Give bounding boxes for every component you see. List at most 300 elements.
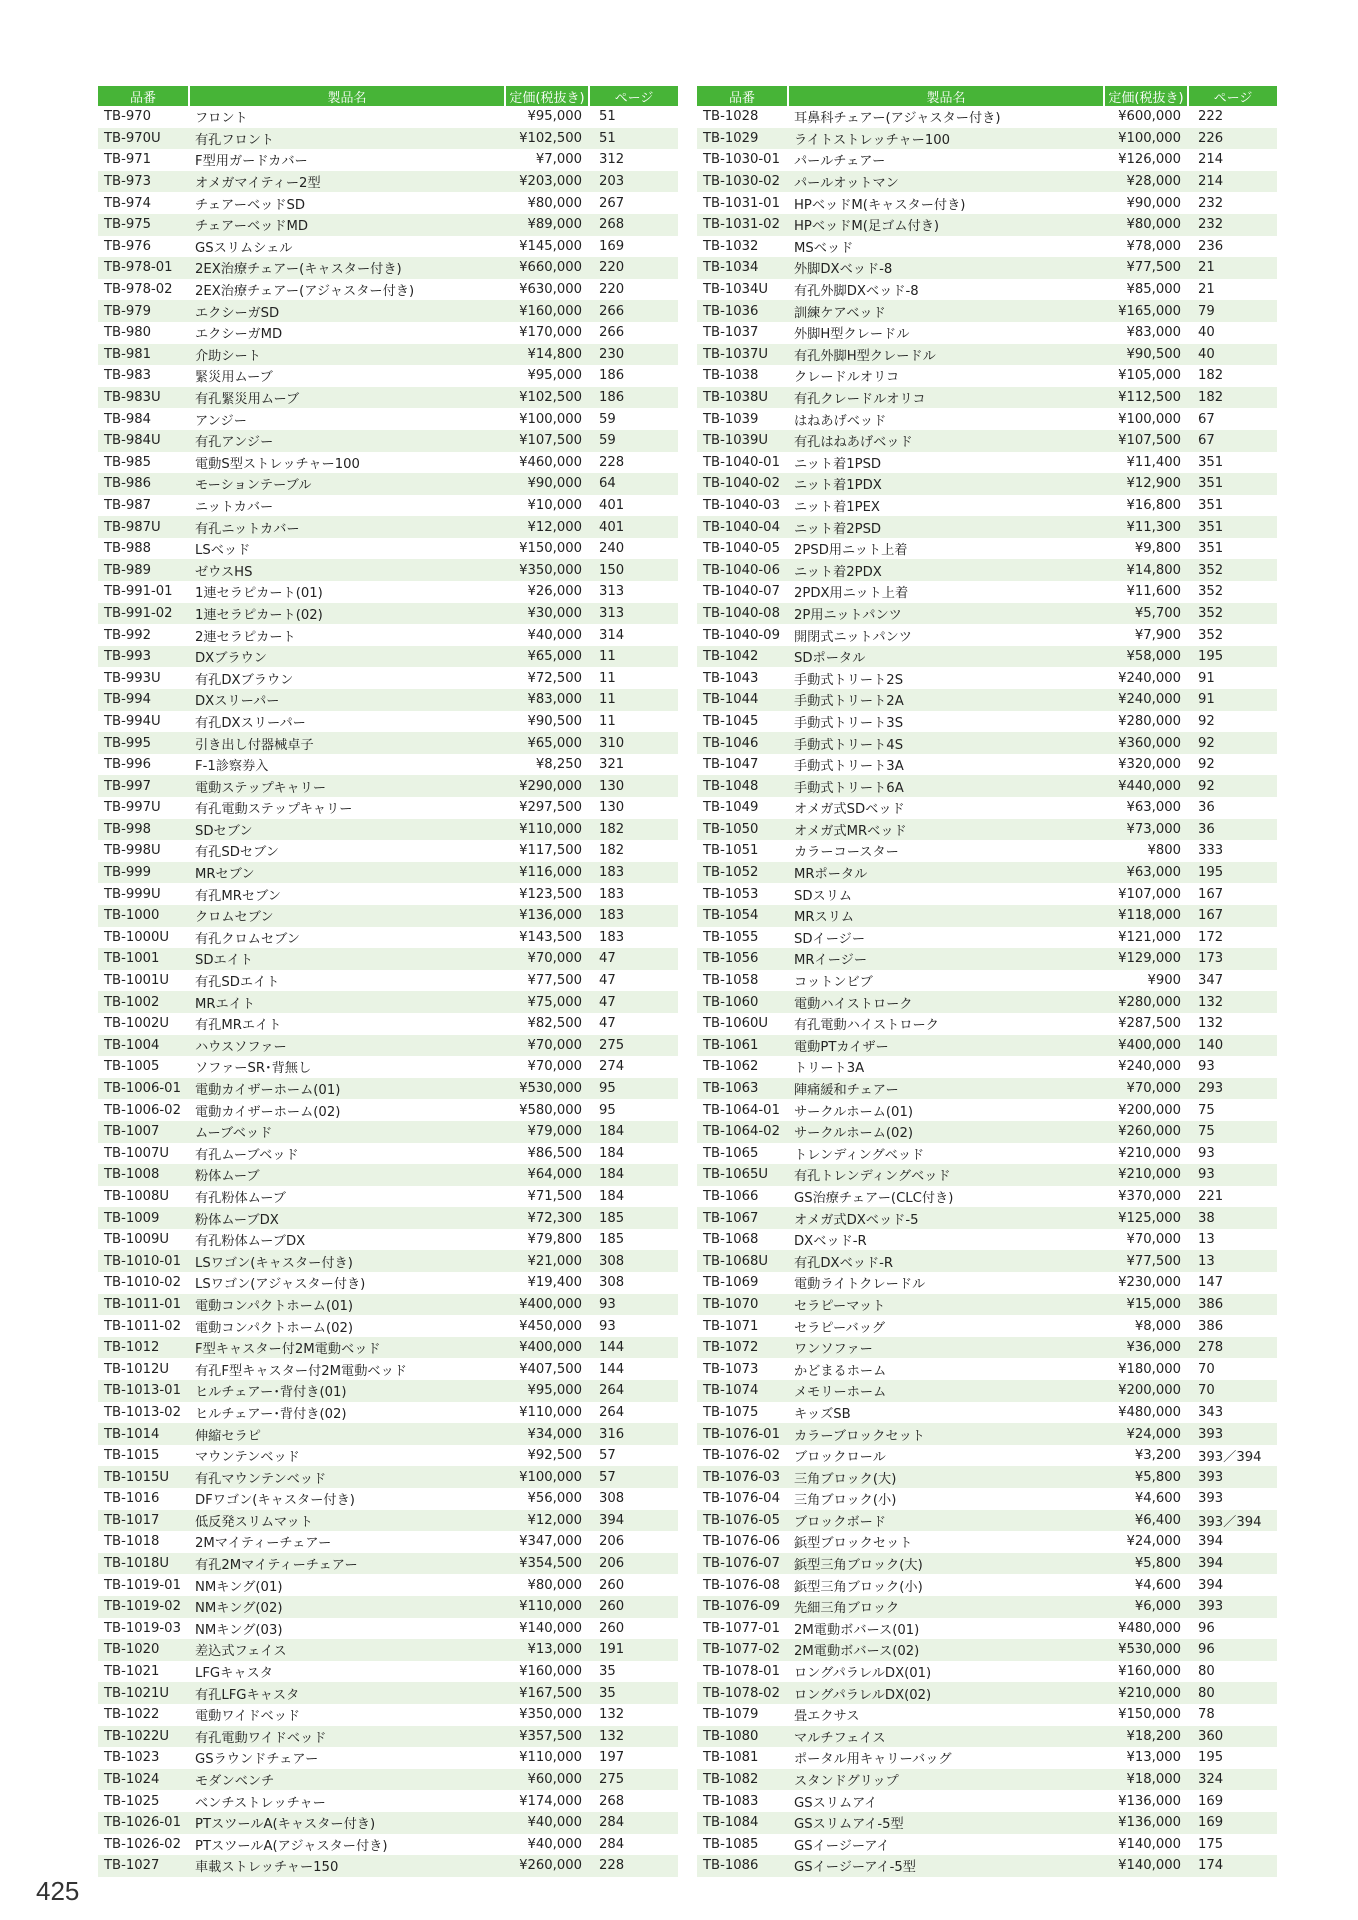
table-row <box>697 1553 1277 1575</box>
product-code: TB-1069 <box>703 1275 759 1291</box>
product-name: NMキング(02) <box>189 1596 505 1618</box>
catalog-page: 293 <box>1188 1078 1277 1100</box>
table-row <box>697 452 1277 474</box>
product-code: TB-1071 <box>703 1318 759 1334</box>
product-name: 電動ハイストローク <box>788 991 1104 1013</box>
product-name: ニット着1PDX <box>788 473 1104 495</box>
product-code: TB-987U <box>98 516 189 538</box>
catalog-page: 80 <box>1198 1664 1215 1680</box>
product-code: TB-1082 <box>697 1769 788 1791</box>
list-price: ¥4,600 <box>1134 1491 1181 1507</box>
product-code: TB-1000U <box>104 929 170 945</box>
product-code: TB-1028 <box>703 109 759 125</box>
product-code: TB-998 <box>98 819 189 841</box>
table-row <box>697 1596 1277 1618</box>
catalog-page: 226 <box>1188 128 1277 150</box>
product-code: TB-1036 <box>697 300 788 322</box>
table-row <box>697 624 1277 646</box>
product-code: TB-1081 <box>703 1750 759 1766</box>
list-price: ¥400,000 <box>505 1337 589 1359</box>
product-name: 電動ワイドベッド <box>195 1709 301 1725</box>
product-code: TB-1072 <box>697 1337 788 1359</box>
catalog-page: 183 <box>599 886 625 902</box>
product-name: セラピーバッグ <box>794 1320 886 1336</box>
table-row <box>697 1315 1277 1337</box>
table-row <box>697 883 1277 905</box>
table-row <box>98 1661 678 1683</box>
table-row <box>697 797 1277 819</box>
list-price: ¥260,000 <box>1104 1121 1188 1143</box>
table-row <box>98 1553 678 1575</box>
list-price: ¥65,000 <box>505 732 589 754</box>
catalog-page: 351 <box>1188 516 1277 538</box>
table-row <box>697 1078 1277 1100</box>
table-row <box>697 840 1277 862</box>
product-code: TB-1031-01 <box>703 195 780 211</box>
list-price: ¥407,500 <box>519 1361 582 1377</box>
table-row <box>697 1056 1277 1078</box>
product-name: 2EX治療チェアー(キャスター付き) <box>189 257 505 279</box>
table-row <box>98 408 678 430</box>
table-row <box>697 581 1277 603</box>
catalog-page: 150 <box>589 559 678 581</box>
list-price: ¥70,000 <box>505 1035 589 1057</box>
product-name: 有孔ニットカバー <box>189 516 505 538</box>
list-price: ¥15,000 <box>1104 1294 1188 1316</box>
product-name: 2P用ニットパンツ <box>788 603 1104 625</box>
list-price: ¥95,000 <box>527 368 582 384</box>
table-row <box>697 1358 1277 1380</box>
catalog-page: 184 <box>589 1164 678 1186</box>
catalog-page: 80 <box>1188 1682 1277 1704</box>
table-row <box>697 1337 1277 1359</box>
list-price: ¥105,000 <box>1118 368 1181 384</box>
table-row <box>98 862 678 884</box>
product-name: 電動コンパクトホーム(02) <box>195 1320 354 1336</box>
list-price: ¥240,000 <box>1118 1059 1181 1075</box>
list-price: ¥90,500 <box>527 713 582 729</box>
list-price: ¥24,000 <box>1104 1423 1188 1445</box>
product-name: DXベッド-R <box>794 1234 867 1250</box>
product-name: 粉体ムーブDX <box>189 1207 505 1229</box>
product-code: TB-1043 <box>703 670 759 686</box>
product-name: 有孔LFGキャスタ <box>189 1682 505 1704</box>
catalog-page: 264 <box>589 1380 678 1402</box>
product-code: TB-1002U <box>104 1016 170 1032</box>
list-price: ¥167,500 <box>505 1682 589 1704</box>
product-code: TB-984 <box>104 411 152 427</box>
catalog-page: 70 <box>1188 1380 1277 1402</box>
catalog-page: 197 <box>599 1750 625 1766</box>
product-name: GSスリムアイ-5型 <box>788 1812 1104 1834</box>
catalog-page: 132 <box>599 1707 625 1723</box>
list-price: ¥145,000 <box>519 238 582 254</box>
table-row <box>697 1790 1277 1812</box>
list-price: ¥70,000 <box>527 1059 582 1075</box>
product-name: DXスリーパー <box>189 689 505 711</box>
list-price: ¥8,000 <box>1134 1318 1181 1334</box>
catalog-page: 275 <box>589 1769 678 1791</box>
product-code: TB-1065U <box>697 1164 788 1186</box>
product-name: 有孔MRエイト <box>195 1018 282 1034</box>
table-row <box>697 1661 1277 1683</box>
table-row <box>98 1099 678 1121</box>
catalog-page: 183 <box>589 862 678 884</box>
product-name: ムーブベッド <box>189 1121 505 1143</box>
product-code: TB-975 <box>98 214 189 236</box>
product-code: TB-1011-02 <box>104 1318 181 1334</box>
catalog-page: 203 <box>589 171 678 193</box>
table-row <box>98 257 678 279</box>
product-name: 有孔DXベッド-R <box>788 1250 1104 1272</box>
product-code: TB-1009 <box>98 1207 189 1229</box>
table-row <box>697 128 1277 150</box>
header-price: 定価(税抜き) <box>505 86 589 106</box>
list-price: ¥77,500 <box>527 973 582 989</box>
table-row <box>697 1121 1277 1143</box>
catalog-page: 312 <box>599 152 625 168</box>
product-name: モダンベンチ <box>189 1769 505 1791</box>
product-name: 2EX治療チェアー(アジャスター付き) <box>195 284 415 300</box>
list-price: ¥110,000 <box>505 1596 589 1618</box>
catalog-page: 47 <box>599 973 616 989</box>
product-code: TB-997 <box>98 775 189 797</box>
catalog-page: 130 <box>589 775 678 797</box>
product-code: TB-1012 <box>98 1337 189 1359</box>
list-price: ¥6,000 <box>1104 1596 1188 1618</box>
product-name: 畳エクサス <box>794 1709 860 1725</box>
product-name: 2M電動ボバース(02) <box>788 1639 1104 1661</box>
table-row <box>697 365 1277 387</box>
table-row <box>98 1186 678 1208</box>
product-name: GSラウンドチェアー <box>195 1752 319 1768</box>
catalog-page: 35 <box>599 1664 616 1680</box>
catalog-page: 214 <box>1198 152 1224 168</box>
catalog-page: 360 <box>1188 1726 1277 1748</box>
catalog-page: 147 <box>1198 1275 1224 1291</box>
product-name: 有孔粉体ムーブDX <box>195 1234 306 1250</box>
catalog-page: 92 <box>1188 775 1277 797</box>
list-price: ¥26,000 <box>527 584 582 600</box>
table-row <box>98 1035 678 1057</box>
product-name: 電動コンパクトホーム(01) <box>189 1294 505 1316</box>
product-code: TB-986 <box>98 473 189 495</box>
product-name: マルチフェイス <box>788 1726 1104 1748</box>
product-name: LSベッド <box>195 543 251 559</box>
table-row <box>697 408 1277 430</box>
product-name: 有孔アンジー <box>189 430 505 452</box>
list-price: ¥70,000 <box>505 948 589 970</box>
catalog-page: 352 <box>1198 627 1224 643</box>
list-price: ¥150,000 <box>519 541 582 557</box>
product-code: TB-994 <box>98 689 189 711</box>
table-row <box>98 797 678 819</box>
product-code: TB-994U <box>104 713 161 729</box>
product-code: TB-984U <box>98 430 189 452</box>
catalog-page: 75 <box>1198 1102 1215 1118</box>
table-row <box>697 970 1277 992</box>
list-price: ¥112,500 <box>1104 387 1188 409</box>
product-code: TB-979 <box>98 300 189 322</box>
catalog-page: 308 <box>599 1275 625 1291</box>
table-row <box>98 1704 678 1726</box>
product-code: TB-1019-01 <box>104 1577 181 1593</box>
product-name: ロングパラレルDX(01) <box>794 1666 932 1682</box>
table-row <box>697 689 1277 711</box>
product-code: TB-976 <box>104 238 152 254</box>
list-price: ¥79,800 <box>527 1232 582 1248</box>
table-row <box>697 1229 1277 1251</box>
product-name: ベンチストレッチャー <box>195 1795 326 1811</box>
list-price: ¥126,000 <box>1118 152 1181 168</box>
catalog-page: 394 <box>1198 1577 1224 1593</box>
table-row <box>697 1488 1277 1510</box>
catalog-page: 352 <box>1188 603 1277 625</box>
product-name: ゼウスHS <box>189 559 505 581</box>
product-code: TB-987 <box>104 497 152 513</box>
list-price: ¥900 <box>1147 973 1181 989</box>
product-name: 有孔SDエイト <box>195 975 280 991</box>
catalog-page: 78 <box>1198 1707 1215 1723</box>
table-row <box>98 1380 678 1402</box>
list-price: ¥117,500 <box>519 843 582 859</box>
catalog-page: 51 <box>589 128 678 150</box>
product-code: TB-1018U <box>98 1553 189 1575</box>
catalog-page: 13 <box>1188 1250 1277 1272</box>
catalog-page: 308 <box>599 1491 625 1507</box>
catalog-page: 47 <box>599 1016 616 1032</box>
product-name: チェアーベッドSD <box>195 197 306 213</box>
product-name: パールチェアー <box>794 154 886 170</box>
list-price: ¥116,000 <box>505 862 589 884</box>
list-price: ¥95,000 <box>505 1380 589 1402</box>
table-row <box>697 1834 1277 1856</box>
product-code: TB-1032 <box>703 238 759 254</box>
product-name: エクシーガMD <box>195 327 283 343</box>
product-name: 有孔SDセブン <box>195 845 279 861</box>
catalog-page: 266 <box>599 325 625 341</box>
catalog-page: 206 <box>599 1534 625 1550</box>
list-price: ¥143,500 <box>519 929 582 945</box>
product-name: ポータル用キャリーバッグ <box>794 1752 952 1768</box>
catalog-page: 167 <box>1198 886 1224 902</box>
product-name: 有孔粉体ムーブ <box>195 1190 286 1206</box>
table-row <box>98 1250 678 1272</box>
catalog-page: 393／394 <box>1188 1510 1277 1532</box>
product-name: 有孔2Mマイティーチェアー <box>189 1553 505 1575</box>
list-price: ¥280,000 <box>1104 991 1188 1013</box>
product-code: TB-985 <box>104 454 152 470</box>
list-price: ¥83,000 <box>1126 325 1181 341</box>
table-row <box>697 257 1277 279</box>
product-name: 有孔外脚H型クレードル <box>788 344 1104 366</box>
product-code: TB-1062 <box>703 1059 759 1075</box>
catalog-page: 274 <box>599 1059 625 1075</box>
list-price: ¥10,000 <box>527 497 582 513</box>
list-price: ¥180,000 <box>1118 1361 1181 1377</box>
catalog-page: 351 <box>1198 541 1224 557</box>
table-row <box>697 646 1277 668</box>
table-row <box>697 1250 1277 1272</box>
product-code: TB-1086 <box>697 1855 788 1877</box>
table-row <box>98 128 678 150</box>
table-row <box>98 819 678 841</box>
product-name: 三角ブロック(大) <box>788 1466 1104 1488</box>
product-name: スタンドグリップ <box>788 1769 1104 1791</box>
product-name: カラーコースター <box>794 845 899 861</box>
product-code: TB-992 <box>104 627 152 643</box>
catalog-page: 182 <box>1188 387 1277 409</box>
list-price: ¥280,000 <box>1118 713 1181 729</box>
table-row <box>98 344 678 366</box>
list-price: ¥90,500 <box>1104 344 1188 366</box>
list-price: ¥13,000 <box>1126 1750 1181 1766</box>
table-row <box>697 1769 1277 1791</box>
list-price: ¥240,000 <box>1118 670 1181 686</box>
table-row <box>98 1358 678 1380</box>
table-row <box>697 1423 1277 1445</box>
product-code: TB-1073 <box>703 1361 759 1377</box>
table-row <box>98 667 678 689</box>
product-code: TB-1052 <box>697 862 788 884</box>
catalog-page: 267 <box>599 195 625 211</box>
product-code: TB-1040-05 <box>703 541 780 557</box>
list-price: ¥34,000 <box>505 1423 589 1445</box>
product-name: 電動ステップキャリー <box>189 775 505 797</box>
product-code: TB-974 <box>104 195 152 211</box>
catalog-page: 186 <box>599 368 625 384</box>
list-price: ¥102,500 <box>505 128 589 150</box>
table-row <box>697 1294 1277 1316</box>
product-code: TB-1023 <box>104 1750 160 1766</box>
product-name: カラーブロックセット <box>788 1423 1104 1445</box>
list-price: ¥110,000 <box>519 1404 582 1420</box>
product-code: TB-1045 <box>703 713 759 729</box>
product-code: TB-1021 <box>104 1664 160 1680</box>
list-price: ¥102,500 <box>505 387 589 409</box>
catalog-page: 401 <box>599 497 625 513</box>
product-name: DXブラウン <box>189 646 505 668</box>
product-name: MRイージー <box>788 948 1104 970</box>
header-page: ページ <box>589 86 678 106</box>
catalog-page: 182 <box>589 819 678 841</box>
table-row <box>697 344 1277 366</box>
table-row <box>98 1510 678 1532</box>
table-row <box>697 927 1277 949</box>
product-code: TB-1001 <box>98 948 189 970</box>
table-row <box>98 1229 678 1251</box>
product-name: GSスリムシェル <box>195 240 293 256</box>
product-name: GSスリムアイ <box>794 1795 878 1811</box>
table-row <box>98 192 678 214</box>
list-price: ¥450,000 <box>519 1318 582 1334</box>
product-code: TB-1065 <box>703 1145 759 1161</box>
list-price: ¥79,000 <box>505 1121 589 1143</box>
product-name: ロングパラレルDX(02) <box>788 1682 1104 1704</box>
product-code: TB-996 <box>104 757 152 773</box>
product-name: 有孔緊災用ムーブ <box>189 387 505 409</box>
catalog-page: 394 <box>589 1510 678 1532</box>
list-price: ¥63,000 <box>1126 800 1181 816</box>
product-code: TB-1040-07 <box>703 584 780 600</box>
list-price: ¥140,000 <box>1104 1855 1188 1877</box>
list-price: ¥77,500 <box>1104 257 1188 279</box>
table-row <box>697 1164 1277 1186</box>
product-name: クレードルオリコ <box>794 370 900 386</box>
catalog-page: 183 <box>599 929 625 945</box>
product-code: TB-1066 <box>703 1188 759 1204</box>
list-price: ¥370,000 <box>1118 1188 1181 1204</box>
product-code: TB-999 <box>98 862 189 884</box>
product-code: TB-998U <box>104 843 161 859</box>
price-table-right <box>697 86 1277 1877</box>
list-price: ¥123,500 <box>519 886 582 902</box>
catalog-page: 93 <box>599 1318 616 1334</box>
list-price: ¥110,000 <box>505 819 589 841</box>
catalog-page: 169 <box>599 238 625 254</box>
table-row <box>697 1035 1277 1057</box>
product-code: TB-1015U <box>98 1466 189 1488</box>
list-price: ¥9,800 <box>1134 541 1181 557</box>
table-row <box>697 279 1277 301</box>
product-name: 有孔電動ステップキャリー <box>195 802 353 818</box>
table-row <box>98 1790 678 1812</box>
product-code: TB-1020 <box>98 1639 189 1661</box>
list-price: ¥89,000 <box>505 214 589 236</box>
list-price: ¥260,000 <box>505 1855 589 1877</box>
catalog-page: 93 <box>1188 1164 1277 1186</box>
catalog-page: 75 <box>1188 1121 1277 1143</box>
table-row <box>98 1315 678 1337</box>
product-name: 外脚DXベッド-8 <box>788 257 1104 279</box>
catalog-page: 57 <box>589 1466 678 1488</box>
product-name: NMキング(01) <box>195 1579 283 1595</box>
product-name: 電動カイザーホーム(01) <box>189 1078 505 1100</box>
product-code: TB-983 <box>104 368 152 384</box>
catalog-page: 173 <box>1188 948 1277 970</box>
product-code: TB-1076-02 <box>703 1448 780 1464</box>
product-code: TB-1064-02 <box>697 1121 788 1143</box>
list-price: ¥100,000 <box>1118 411 1181 427</box>
product-name: 電動PTカイザー <box>788 1035 1104 1057</box>
table-row <box>697 1855 1277 1877</box>
catalog-page: 266 <box>589 300 678 322</box>
product-name: コットンビブ <box>794 975 873 991</box>
table-row <box>98 732 678 754</box>
table-row <box>98 516 678 538</box>
product-name: SDエイト <box>189 948 505 970</box>
product-code: TB-1038 <box>703 368 759 384</box>
table-row <box>98 905 678 927</box>
table-row <box>697 1099 1277 1121</box>
list-price: ¥40,000 <box>505 1812 589 1834</box>
product-name: トリート3A <box>794 1061 865 1077</box>
list-price: ¥480,000 <box>1118 1620 1181 1636</box>
catalog-page: 195 <box>1188 646 1277 668</box>
table-row <box>98 495 678 517</box>
list-price: ¥58,000 <box>1104 646 1188 668</box>
catalog-page: 13 <box>1198 1232 1215 1248</box>
catalog-page: 91 <box>1198 670 1215 686</box>
catalog-page: 92 <box>1188 732 1277 754</box>
table-row <box>697 991 1277 1013</box>
product-name: 有孔マウンテンベッド <box>189 1466 505 1488</box>
table-row <box>697 754 1277 776</box>
list-price: ¥71,500 <box>527 1188 582 1204</box>
list-price: ¥72,300 <box>505 1207 589 1229</box>
table-row <box>697 1747 1277 1769</box>
catalog-page: 228 <box>589 1855 678 1877</box>
